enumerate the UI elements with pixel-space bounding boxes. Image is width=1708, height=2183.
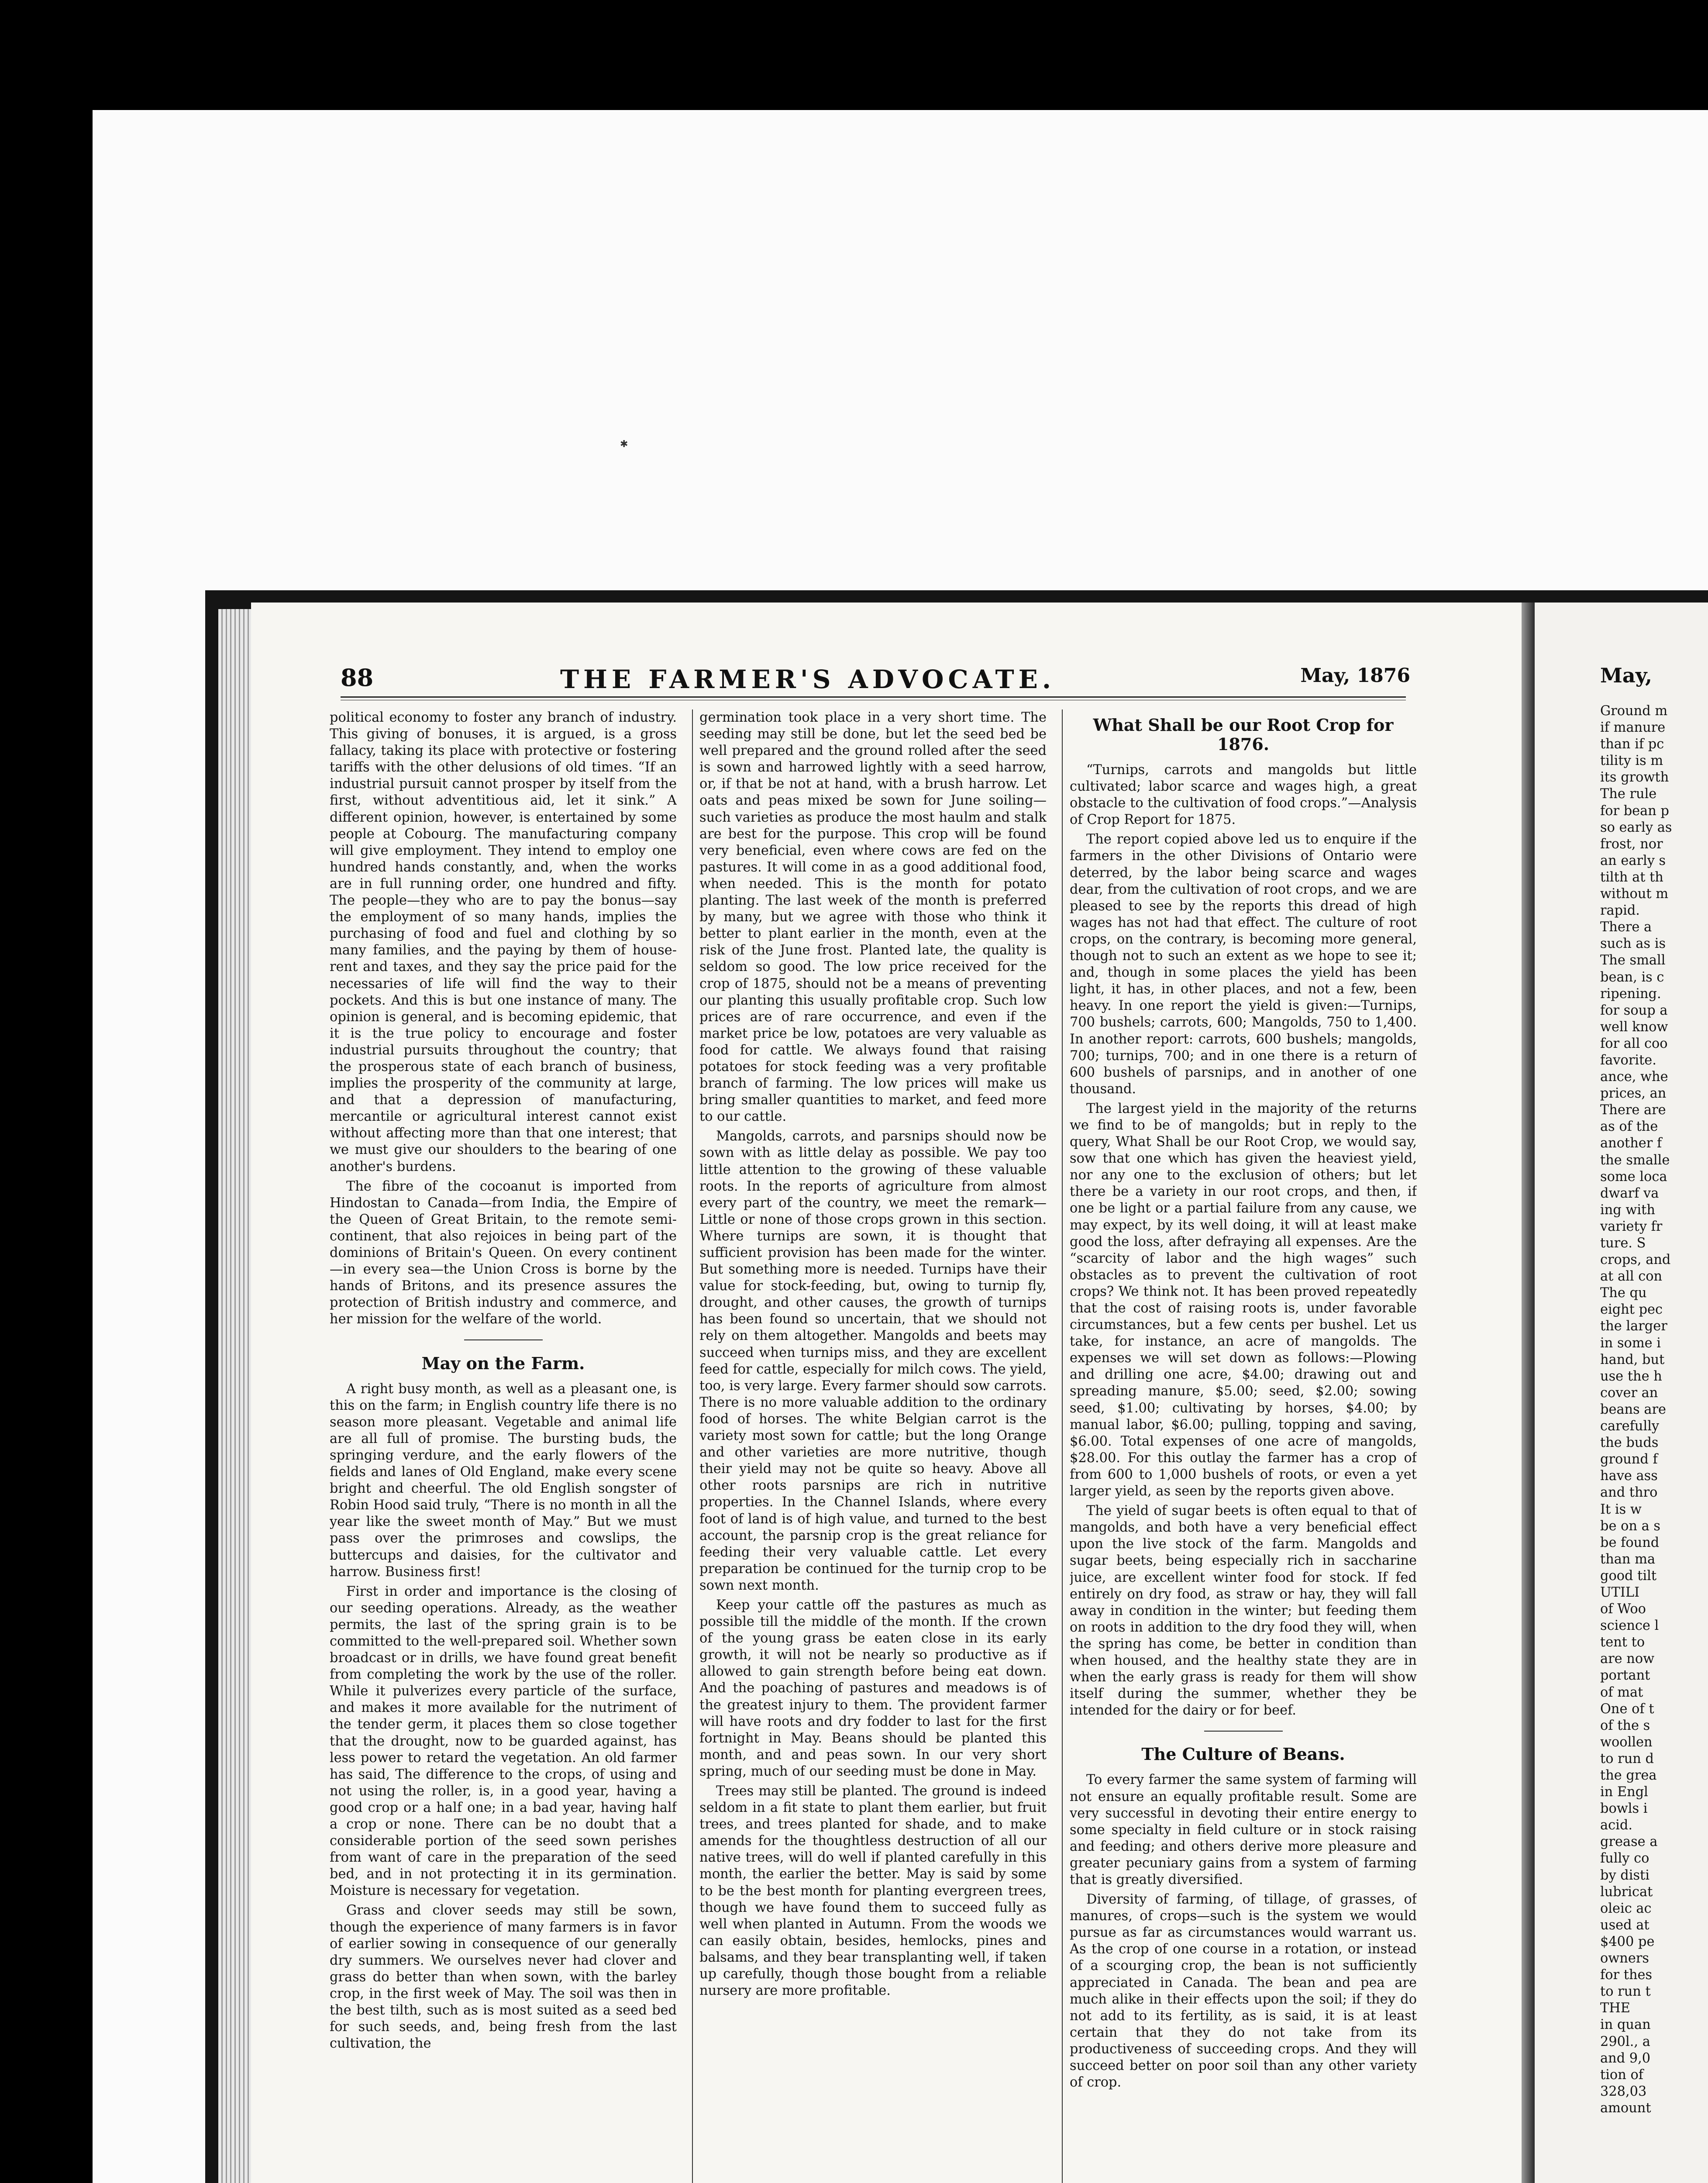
paragraph: First in order and importance is the closing of our seeding operations. Already, as the weather permits, the last of the spring grain is to be committed to the well-prepared soil. Whether sown broadcast or in drills, we have found great benefit from completing the work by the use of the roller. While it pulverizes every particle of the surface, and makes it more available for the nutriment of the tender germ, it places them so close together that the drought, now to be guarded against, has less power to retard the vegetation. An old farmer has said, The difference to the crops, of using and not using the roller, is, in a good year, having a good crop or a half one; in a bad year, having half a crop or none. There can be no doubt that a considerable portion of the seed sown perishes from want of care in the preparation of the seed bed, and in not protecting it in its germination. Moisture is necessary for vegetation. [330,1584,677,1899]
adjacent-page-line: There a [1600,919,1652,935]
paragraph: Trees may still be planted. The ground is indeed seldom in a fit state to plant them earlier, but fruit trees, and trees planted for shade, and to make amends for the thoughtless destruction of all our native trees, will do well if planted carefully in this month, the earlier the better. May is said by some to be the best month for planting evergreen trees, though we have found them to succeed fully as well when planted in Autumn. From the woods we can easily obtain, besides, hemlocks, pines and balsams, and they bear transplanting well, if taken up carefully, though those bought from a reliable nursery are more profitable. [699,1784,1047,1999]
adjacent-page-line: at all con [1600,1269,1663,1284]
paragraph: germination took place in a very short time. The seeding may still be done, but let the seed bed be well prepared and the ground rolled after the seed is sown and harrowed lightly with a seed harrow, or, if that be not at hand, with a brush harrow. Let oats and peas mixed be sown for June soiling—such varieties as produce the most haulm and stalk are best for the purpose. This crop will be found very beneficial, even where cows are fed on the pastures. It will come in as a good additional food, when needed. This is the month for potato planting. The last week of the month is preferred by many, but we agree with those who think it better to plant earlier in the month, even at the risk of the June frost. Planted late, the quality is seldom so good. The low price received for the crop of 1875, should not be a means of preventing our planting this usually profitable crop. Such low prices are of rare occurrence, and even if the market price be low, potatoes are very valuable as food for cattle. We always found that raising potatoes for stock feeding was a very profitable branch of farming. The low prices will make us bring smaller quantities to market, and feed more to our cattle. [699,710,1047,1125]
adjacent-page-line: be found [1600,1535,1660,1550]
column-3 [1070,709,1417,2183]
adjacent-page-line: beans are [1600,1401,1667,1417]
header-rule [341,696,1406,700]
adjacent-page-line: the grea [1600,1768,1657,1783]
adjacent-page-line: some loca [1600,1169,1667,1184]
adjacent-page-line: The rule [1600,786,1657,802]
adjacent-page-line: variety fr [1600,1219,1663,1234]
paragraph: “Turnips, carrots and mangolds but little cultivated; labor scarce and wages high, a great obstacle to the cultivation of food crops.”—Analysis of Crop Report for 1875. [1070,762,1417,828]
adjacent-page-line: UTILI [1600,1584,1640,1600]
paragraph: Grass and clover seeds may still be sown, though the experience of many farmers is in favor of earlier sowing in consequence of our generally dry summers. We ourselves never had clover and grass do better than when sown, with the barley crop, in the first week of May. The soil was then in the best tilth, such as is most suited as a seed bed for such seeds, and, being fresh from the last cultivation, the [330,1903,677,2052]
adjacent-page-line: oleic ac [1600,1901,1652,1916]
section-divider [330,1331,677,1347]
adjacent-page-line: bean, is c [1600,969,1664,985]
article-title-root-crop: What Shall be our Root Crop for 1876. [1093,715,1394,754]
adjacent-page-line: and 9,0 [1600,2050,1651,2066]
adjacent-page-line: 328,03 [1600,2083,1647,2099]
adjacent-page-line: hand, but [1600,1352,1665,1367]
adjacent-page-line: an early s [1600,853,1666,868]
book-gutter [1522,603,1535,2183]
adjacent-page-line: its growth [1600,770,1669,785]
adjacent-page-line: THE [1600,2001,1630,2016]
column-rule [692,709,693,2183]
adjacent-page-text [1600,703,1708,2117]
adjacent-page-line: One of t [1600,1701,1654,1717]
adjacent-page-line: in quan [1600,2017,1651,2033]
adjacent-page-line: the buds [1600,1435,1659,1451]
adjacent-page-line: lubricat [1600,1884,1653,1900]
adjacent-page-line: tent to [1600,1635,1645,1650]
adjacent-page-line: woollen [1600,1734,1653,1750]
page-number: 88 [341,664,374,692]
paragraph: political economy to foster any branch of industry. This giving of bonuses, it is argued, is a gross fallacy, taking its place with protective or fostering tariffs with the other delusions of old times. “If an industrial pursuit cannot prosper by itself from the first, without adventitious aid, let it sink.” A different opinion, however, is entertained by some people at Cobourg. The manufacturing company will give employment. They intend to employ one hundred hands constantly, and, when the works are in full running order, one hundred and fifty. The people—they who are to pay the bonus—say the employment of so many hands, implies the purchasing of food and fuel and clothing by so many families, and the paying by them of house-rent and taxes, and they say the price paid for the necessaries of life will find the way to their pockets. And this is but one instance of many. The opinion is general, and is becoming epidemic, that it is the true policy to encourage and foster industrial pursuits throughout the country; that the prosperous state of each branch of business, implies the prosperity of the community at large, and that a depression of manufacturing, mercantile or agricultural interest cannot exist without affecting more than that one interest; that we must give our shoulders to the bearing of one another's burdens. [330,710,677,1174]
adjacent-page-line: of mat [1600,1684,1643,1700]
adjacent-page-line: ance, whe [1600,1069,1668,1085]
adjacent-page-line: owners [1600,1951,1649,1966]
adjacent-page-line: crops, and [1600,1252,1671,1268]
column-1 [330,709,677,2183]
adjacent-page-line: another f [1600,1136,1662,1151]
adjacent-page-line: favorite. [1600,1052,1656,1068]
adjacent-page-line: as of the [1600,1119,1658,1135]
adjacent-page-line: to run d [1600,1751,1654,1766]
adjacent-page-line: for all coo [1600,1036,1668,1051]
article-title-may-on-the-farm: May on the Farm. [421,1353,585,1373]
adjacent-page-line: ground f [1600,1452,1658,1467]
paragraph: Mangolds, carrots, and parsnips should now be sown with as little delay as possible. We pay too little attention to the growing of these valuable roots. In the reports of agriculture from almost every part of the country, we meet the remark—Little or none of those crops grown in this section. Where turnips are sown, it is thought that sufficient provision has been made for the winter. But something more is needed. Turnips have their value for stock-feeding, but, owing to turnip fly, drought, and other causes, the growth of turnips has been found so uncertain, that we should not rely on them altogether. Mangolds and beets may succeed when turnips miss, and they are excellent feed for cattle, especially for milch cows. The yield, too, is very large. Every farmer should sow carrots. There is no more valuable addition to the ordinary food of horses. The white Belgian carrot is the variety most sown for cattle; but the long Orange and other varieties are more nutritive, though their yield may not be quite so heavy. Above all other roots parsnips are rich in nutritive properties. In the Channel Islands, where every foot of land is of high value, and turned to the best account, the parsnip crop is the great reliance for feeding their very valuable cattle. Let every preparation be continued for the turnip crop to be sown next month. [699,1129,1047,1593]
adjacent-page-line: have ass [1600,1468,1658,1484]
adjacent-page-line: for thes [1600,1967,1653,1983]
paragraph: The fibre of the cocoanut is imported from Hindostan to Canada—from India, the Empire of the Queen of Great Britain, to the remote semi-continent, that also rejoices in being part of the dominions of Britain's Queen. On every continent —in every sea—the Union Cross is borne by the hands of Britons, and its presence assures the protection of British industry and commerce, and her mission for the welfare of the world. [330,1178,677,1327]
adjacent-page-line: such as is [1600,936,1666,952]
adjacent-page-line: the smalle [1600,1152,1670,1168]
adjacent-page-line: than ma [1600,1551,1656,1567]
adjacent-page-line: prices, an [1600,1086,1667,1102]
adjacent-page-line: well know [1600,1019,1668,1035]
adjacent-page-line: without m [1600,886,1669,902]
adjacent-page-line: use the h [1600,1368,1662,1384]
paragraph: Diversity of farming, of tillage, of grasses, of manures, of crops—such is the system we would pursue as far as circumstances would warrant us. As the crop of one course in a rotation, or instead of a scourging crop, the bean is not sufficiently appreciated in Canada. The bean and pea are much alike in their effects upon the soil; if they do not add to its fertility, as is said, it is at least certain that they do not take from its productiveness of succeeding crops. And they will succeed better on poor soil than any other variety of crop. [1070,1892,1417,2090]
adjacent-page-line: good tilt [1600,1568,1657,1584]
adjacent-page-line: the larger [1600,1319,1667,1334]
adjacent-page-line: cover an [1600,1385,1658,1401]
adjacent-page-line: rapid. [1600,903,1640,919]
adjacent-page-line: bowls i [1600,1801,1648,1817]
adjacent-page-line: than if pc [1600,737,1664,752]
adjacent-page-line: for bean p [1600,803,1669,819]
adjacent-page-line: to run t [1600,1984,1651,2000]
adjacent-page-line: ripening. [1600,986,1661,1002]
adjacent-page-line: so early as [1600,819,1672,835]
adjacent-page-line: tilth at th [1600,869,1663,885]
adjacent-page-line: ing with [1600,1202,1655,1218]
adjacent-page-line: carefully [1600,1419,1660,1434]
adjacent-page-line: ture. S [1600,1236,1646,1251]
adjacent-page-line: if manure [1600,720,1666,736]
masthead: THE FARMER'S ADVOCATE. [560,665,1056,694]
adjacent-page-line: frost, nor [1600,836,1663,852]
adjacent-page-line: are now [1600,1651,1655,1667]
section-divider [1070,1722,1417,1739]
adjacent-page-header: May, [1600,664,1653,687]
paragraph: The largest yield in the majority of the returns we find to be of mangolds; but in reply to the query, What Shall be our Root Crop, we would say, sow that one which has given the heaviest yield, nor any one to the exclusion of others; but let there be a variety in our root crops, and then, if one be light or a partial failure from any cause, we may expect, by its well doing, it will at least make good the loss, after defraying all expenses. Are the “scarcity of labor and the high wages” such obstacles as to prevent the cultivation of root crops? We think not. It has been proved repeatedly that the cost of raising roots is, under favorable circumstances, but a few cents per bushel. Let us take, for instance, an acre of mangolds. The expenses we will set down as follows:—Plowing and drilling one acre, $4.00; drawing out and spreading manure, $5.00; seed, $2.00; sowing seed, $1.00; cultivating by horses, $4.00; by manual labor, $6.00; pulling, topping and saving, $6.00. Total expenses of one acre of mangolds, $28.00. For this outlay the farmer has a crop of from 600 to 1,000 bushels of roots, or even a yet larger yield, as seen by the reports given above. [1070,1101,1417,1499]
page-edges [218,609,253,2183]
paragraph: A right busy month, as well as a pleasant one, is this on the farm; in English country life there is no season more pleasant. Vegetable and animal life are all full of promise. The bursting buds, the springing verdure, and the early flowers of the fields and lanes of Old England, make every scene bright and cheerful. The old English songster of Robin Hood said truly, “There is no month in all the year like the sweet month of May.” But we must pass over the primroses and cowslips, the buttercups and daisies, for the cultivator and harrow. Business first! [330,1381,677,1580]
adjacent-page-line: tion of [1600,2067,1644,2083]
adjacent-page [1535,603,1708,2183]
adjacent-page-line: grease a [1600,1834,1658,1850]
film-speck: ✱ [620,439,628,450]
adjacent-page-line: dwarf va [1600,1185,1659,1201]
adjacent-page-line: for soup a [1600,1002,1668,1018]
adjacent-page-line: in Engl [1600,1784,1648,1800]
adjacent-page-line: be on a s [1600,1518,1661,1534]
adjacent-page-line: in some i [1600,1335,1661,1351]
paragraph: To every farmer the same system of farming will not ensure an equally profitable result. Some are very successful in devoting their entire energy to some specialty in field culture or in stock raising and feeding; and others derive more pleasure and greater pecuniary gains from a system of farming that is greatly diversified. [1070,1772,1417,1887]
adjacent-page-line: eight pec [1600,1302,1663,1318]
adjacent-page-line: used at [1600,1917,1649,1933]
page-header [341,664,1410,694]
article-title-culture-of-beans: The Culture of Beans. [1141,1744,1345,1764]
adjacent-page-line: acid. [1600,1818,1632,1833]
adjacent-page-line: There are [1600,1102,1666,1118]
adjacent-page-line: It is w [1600,1501,1642,1517]
adjacent-page-line: of the s [1600,1718,1650,1733]
adjacent-page-line: tility is m [1600,753,1663,769]
adjacent-page-line: The small [1600,953,1666,968]
adjacent-page-line: amount [1600,2100,1651,2116]
adjacent-page-line: by disti [1600,1867,1649,1883]
adjacent-page-line: Ground m [1600,703,1668,719]
adjacent-page-line: science l [1600,1618,1659,1634]
paragraph: The report copied above led us to enquire if the farmers in the other Divisions of Ontario were deterred, by the labor being scarce and wages dear, from the cultivation of root crops, and we are pleased to see by the reports this dread of high wages has not had that effect. The culture of root crops, on the contrary, is becoming more general, though not to such an extent as we hope to see it; and, though in some places the yield has been light, it has, in other places, and not a few, been heavy. In one report the yield is given:—Turnips, 700 bushels; carrots, 600; Mangolds, 750 to 1,400. In another report: carrots, 600 bushels; mangolds, 700; turnips, 700; and in one there is a return of 600 bushels of parsnips, and in another of one thousand. [1070,832,1417,1097]
adjacent-page-line: $400 pe [1600,1934,1655,1949]
adjacent-page-line: The qu [1600,1285,1647,1301]
paragraph: Keep your cattle off the pastures as much as possible till the middle of the month. If the crown of the young grass be eaten close in its early growth, it will not be nearly so productive as if allowed to gain strength before being eat down. And the poaching of pastures and meadows is of the greatest injury to them. The provident farmer will have roots and dry fodder to last for the first fortnight in May. Beans should be planted this month, and and peas sown. In our very short spring, much of our seeding must be done in May. [699,1597,1047,1779]
issue-date: May, 1876 [1300,665,1410,687]
column-2 [699,709,1047,2183]
adjacent-page-line: 290l., a [1600,2034,1650,2049]
adjacent-page-line: and thro [1600,1485,1658,1501]
column-rule [1062,709,1063,2183]
adjacent-page-line: fully co [1600,1851,1649,1866]
paragraph: The yield of sugar beets is often equal to that of mangolds, and both have a very beneficial effect upon the live stock of the farm. Mangolds and sugar beets, being especially rich in saccharine juice, are excellent winter food for stock. If fed entirely on dry food, as straw or hay, they will fall away in condition in the winter; but feeding them on roots in addition to the dry food they will, when the spring has come, be better in condition than when housed, and the healthy state they are in when the early grass is ready for them will show itself during the summer, whether they be intended for the dairy or for beef. [1070,1503,1417,1718]
adjacent-page-line: of Woo [1600,1601,1646,1617]
adjacent-page-line: portant [1600,1668,1650,1684]
